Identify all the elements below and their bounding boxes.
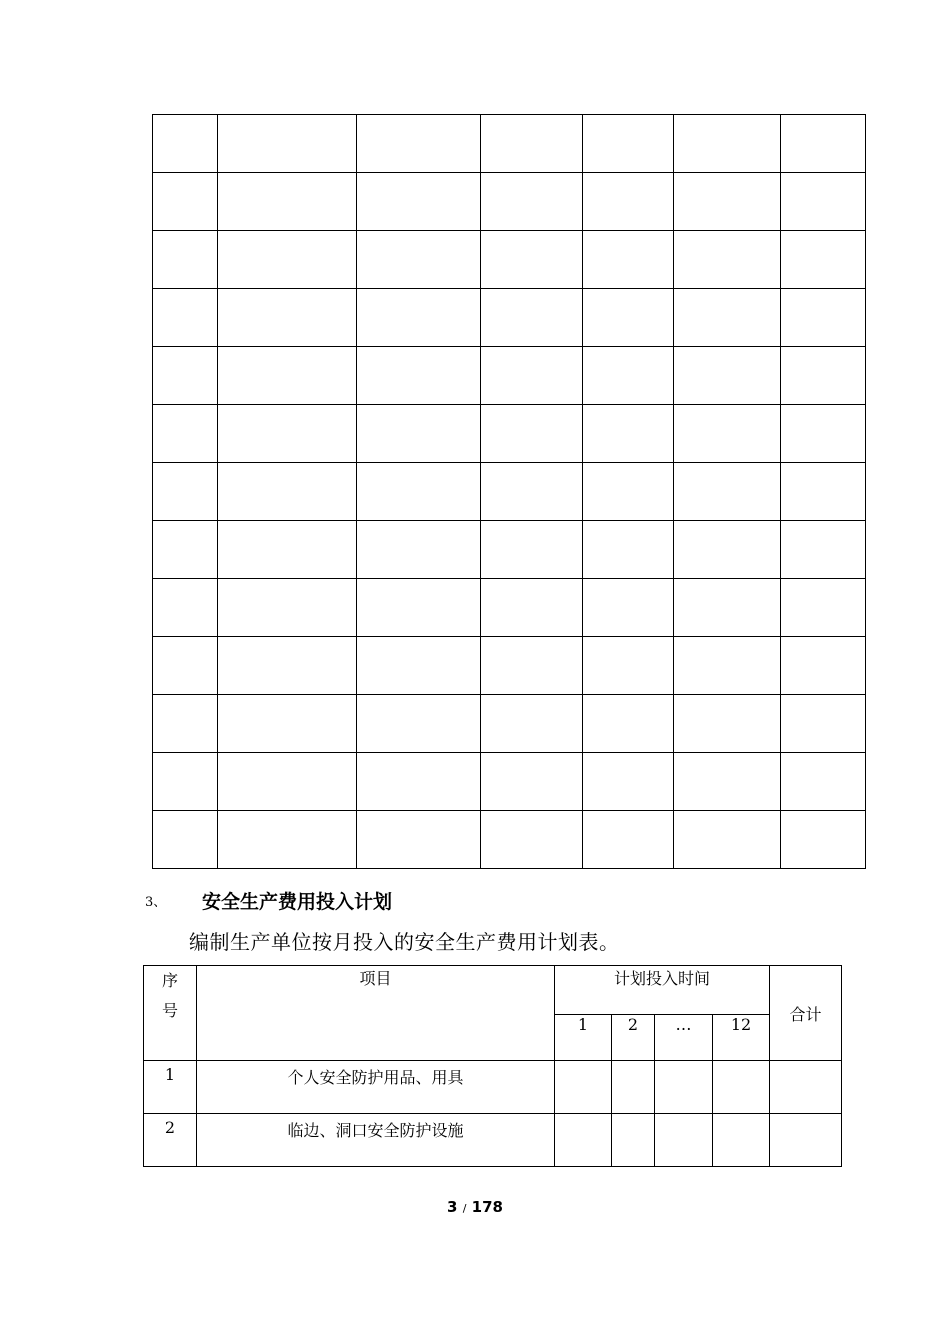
section-heading [145,886,392,914]
grid-cell [481,811,583,869]
grid-cell [153,405,218,463]
grid-cell [583,115,674,173]
grid-cell [481,463,583,521]
grid-cell [674,753,781,811]
page-number: 3 [447,1198,458,1216]
row-cell [770,1114,842,1167]
grid-cell [218,405,357,463]
table-row [144,1114,842,1167]
grid-row [153,231,866,289]
grid-cell [218,347,357,405]
grid-cell [674,231,781,289]
row-seq: 1 [144,1061,197,1114]
cost-plan-table [143,965,842,1167]
header-planned-time: 计划投入时间 [555,966,770,1015]
grid-row [153,347,866,405]
header-month-12: 12 [713,1015,770,1061]
grid-cell [781,231,866,289]
grid-cell [357,289,481,347]
grid-row [153,579,866,637]
grid-row [153,115,866,173]
section-number: 3、 [145,894,167,910]
grid-cell [674,405,781,463]
grid-cell [357,753,481,811]
grid-row [153,695,866,753]
row-cell [713,1061,770,1114]
grid-cell [481,637,583,695]
grid-row [153,463,866,521]
grid-cell [357,579,481,637]
grid-cell [583,753,674,811]
grid-row [153,173,866,231]
grid-cell [153,695,218,753]
header-item: 项目 [197,966,555,1061]
grid-cell [218,521,357,579]
header-month-ellipsis: … [655,1015,713,1061]
grid-cell [674,811,781,869]
row-cell [713,1114,770,1167]
grid-cell [153,173,218,231]
table-row [144,1061,842,1114]
header-seq-text: 序号 [161,971,178,1020]
grid-cell [481,115,583,173]
grid-cell [481,347,583,405]
grid-cell [481,405,583,463]
row-seq: 2 [144,1114,197,1167]
grid-cell [481,521,583,579]
grid-cell [674,579,781,637]
grid-cell [781,173,866,231]
grid-cell [583,811,674,869]
grid-cell [357,173,481,231]
grid-cell [481,173,583,231]
grid-cell [153,521,218,579]
grid-cell [218,811,357,869]
grid-cell [781,811,866,869]
grid-cell [153,753,218,811]
grid-cell [357,463,481,521]
grid-cell [781,115,866,173]
grid-row [153,521,866,579]
grid-cell [781,405,866,463]
grid-cell [674,289,781,347]
header-month-1: 1 [555,1015,612,1061]
grid-cell [153,231,218,289]
row-item: 临边、洞口安全防护设施 [197,1114,555,1167]
grid-cell [781,289,866,347]
grid-cell [583,405,674,463]
row-cell [770,1061,842,1114]
grid-cell [583,347,674,405]
header-seq [144,966,197,1061]
row-item: 个人安全防护用品、用具 [197,1061,555,1114]
grid-cell [583,695,674,753]
grid-cell [357,231,481,289]
page-footer [0,1198,950,1216]
grid-cell [357,695,481,753]
grid-row [153,637,866,695]
grid-cell [781,695,866,753]
header-total: 合计 [770,966,842,1061]
grid-cell [357,405,481,463]
grid-cell [153,637,218,695]
grid-cell [674,695,781,753]
grid-cell [674,521,781,579]
grid-cell [674,463,781,521]
grid-cell [481,289,583,347]
grid-cell [781,579,866,637]
grid-cell [218,695,357,753]
row-cell [555,1114,612,1167]
row-cell [655,1061,713,1114]
intro-paragraph: 编制生产单位按月投入的安全生产费用计划表。 [189,930,620,954]
grid-cell [357,115,481,173]
grid-cell [583,637,674,695]
grid-cell [218,753,357,811]
grid-cell [674,347,781,405]
grid-cell [481,231,583,289]
row-cell [555,1061,612,1114]
grid-cell [583,173,674,231]
grid-cell [781,637,866,695]
grid-cell [153,347,218,405]
grid-cell [153,115,218,173]
grid-row [153,753,866,811]
grid-cell [153,463,218,521]
grid-row [153,405,866,463]
grid-cell [481,753,583,811]
header-month-2: 2 [612,1015,655,1061]
blank-grid-table [152,114,866,869]
grid-cell [153,811,218,869]
grid-cell [218,173,357,231]
grid-cell [781,521,866,579]
grid-cell [583,521,674,579]
section-title: 安全生产费用投入计划 [202,890,393,913]
grid-cell [218,231,357,289]
grid-cell [153,289,218,347]
grid-cell [218,579,357,637]
grid-cell [674,173,781,231]
page-separator: / [462,1202,467,1215]
grid-cell [781,463,866,521]
grid-cell [781,347,866,405]
grid-cell [583,289,674,347]
grid-cell [357,811,481,869]
grid-cell [357,347,481,405]
grid-cell [583,231,674,289]
row-cell [612,1061,655,1114]
grid-cell [583,579,674,637]
grid-cell [781,753,866,811]
grid-cell [481,695,583,753]
grid-cell [218,289,357,347]
grid-cell [481,579,583,637]
page-total: 178 [471,1198,503,1216]
row-cell [655,1114,713,1167]
grid-row [153,289,866,347]
grid-cell [357,637,481,695]
grid-cell [357,521,481,579]
grid-cell [674,637,781,695]
grid-cell [218,463,357,521]
grid-row [153,811,866,869]
grid-cell [153,579,218,637]
grid-cell [218,637,357,695]
grid-cell [583,463,674,521]
grid-cell [674,115,781,173]
grid-cell [218,115,357,173]
row-cell [612,1114,655,1167]
